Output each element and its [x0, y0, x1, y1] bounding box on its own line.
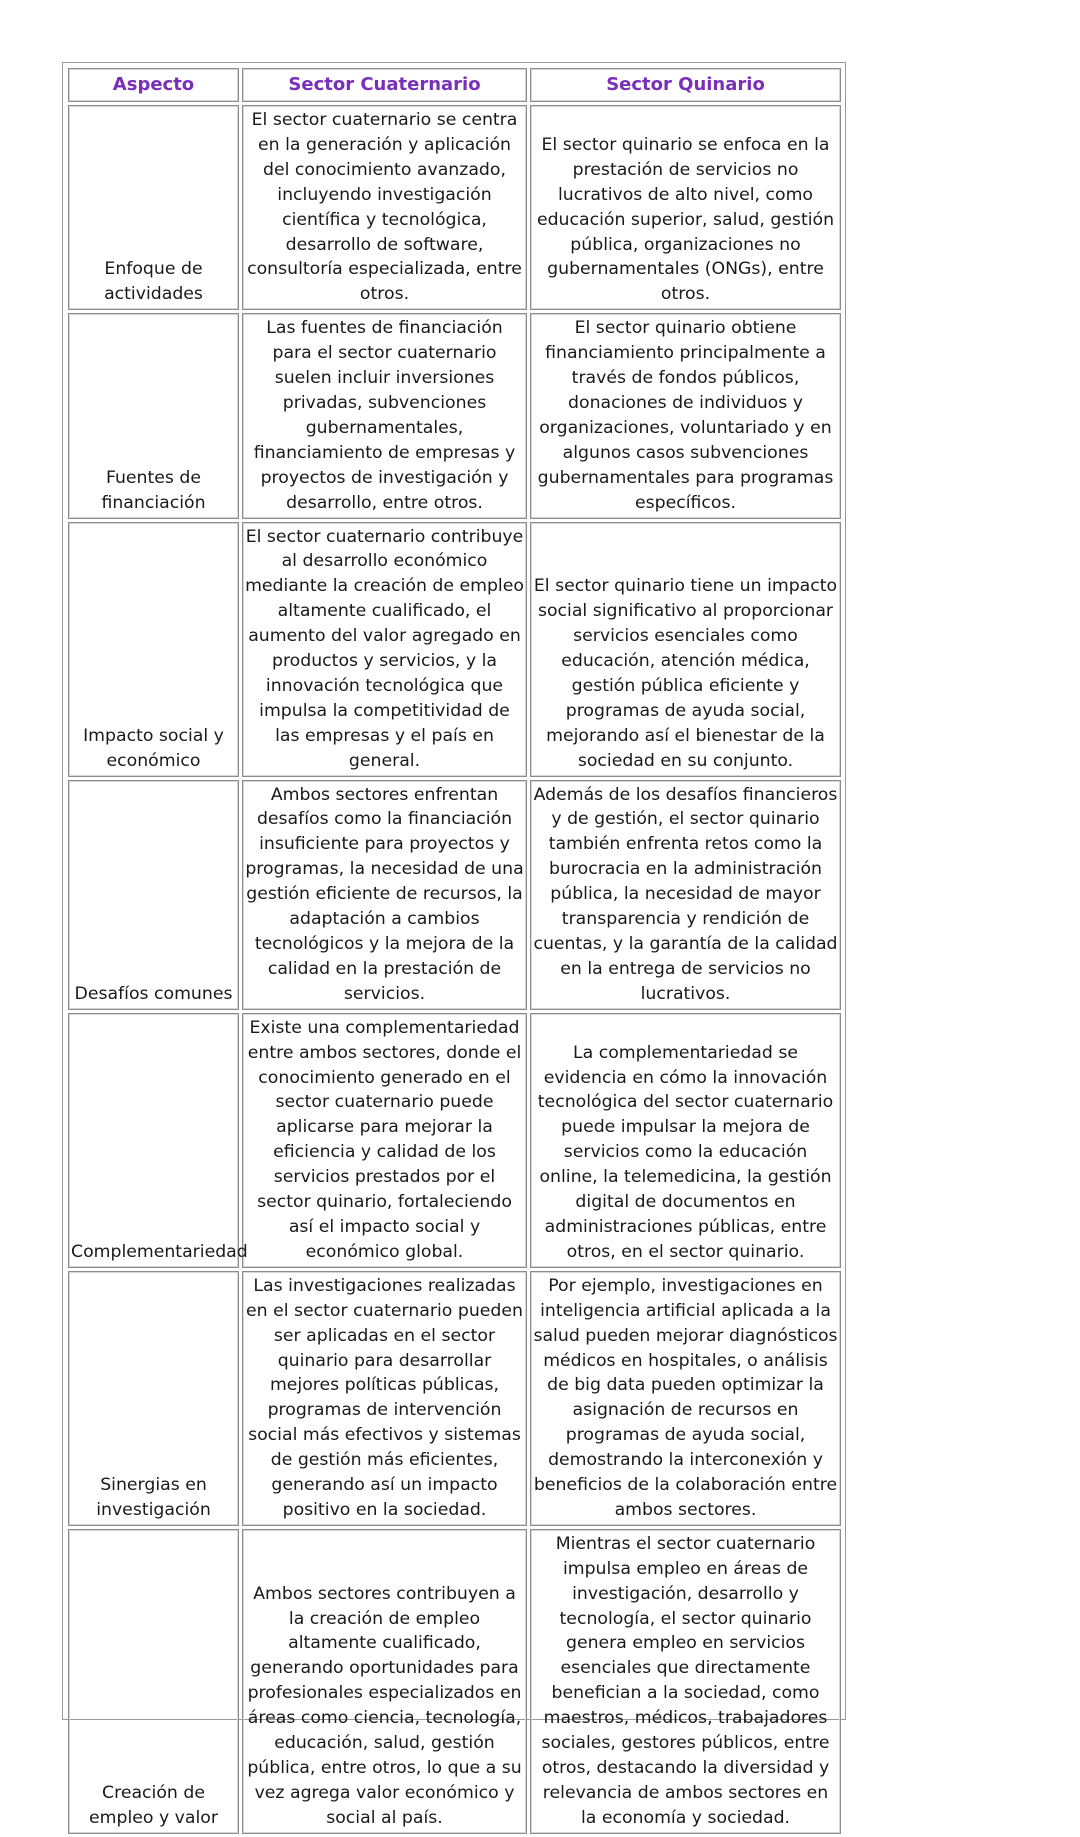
quinario-cell: El sector quinario obtiene financiamiento principalmente a través de fondos públicos, donaciones de individuos y organizaciones, voluntariado y en algunos casos subvenciones gubernamentales para programas específicos.	[530, 313, 841, 518]
quinario-cell: Además de los desafíos financieros y de gestión, el sector quinario también enfrenta retos como la burocracia en la administración pública, la necesidad de mayor transparencia y rendición de cuentas, y la garantía de la calidad en la entrega de servicios no lucrativos.	[530, 780, 841, 1010]
cuaternario-cell: Ambos sectores enfrentan desafíos como la financiación insuficiente para proyectos y programas, la necesidad de una gestión eficiente de recursos, la adaptación a cambios tecnológicos y la mejora de la calidad en la prestación de servicios.	[242, 780, 527, 1010]
table-row	[68, 313, 841, 518]
quinario-cell: Por ejemplo, investigaciones en inteligencia artificial aplicada a la salud pueden mejorar diagnósticos médicos en hospitales, o análisis de big data pueden optimizar la asignación de recursos en programas de ayuda social, demostrando la interconexión y beneficios de la colaboración entre ambos sectores.	[530, 1271, 841, 1526]
table-row	[68, 1013, 841, 1268]
aspect-cell: Fuentes de financiación	[68, 313, 239, 518]
cuaternario-cell: El sector cuaternario se centra en la generación y aplicación del conocimiento avanzado, incluyendo investigación científica y tecnológica, desarrollo de software, consultoría especializada, entre otros.	[242, 105, 527, 310]
comparison-table-frame	[62, 62, 846, 1828]
header-sector-cuaternario: Sector Cuaternario	[242, 68, 527, 102]
cuaternario-cell: Las fuentes de financiación para el sector cuaternario suelen incluir inversiones privadas, subvenciones gubernamentales, financiamiento de empresas y proyectos de investigación y desarrollo, entre otros.	[242, 313, 527, 518]
table-row	[68, 1529, 841, 1834]
cuaternario-cell: El sector cuaternario contribuye al desarrollo económico mediante la creación de empleo altamente cualificado, el aumento del valor agregado en productos y servicios, y la innovación tecnológica que impulsa la competitividad de las empresas y el país en general.	[242, 522, 527, 777]
cuaternario-cell: Ambos sectores contribuyen a la creación de empleo altamente cualificado, generando oportunidades para profesionales especializados en áreas como ciencia, tecnología, educación, salud, gestión pública, entre otros, lo que a su vez agrega valor económico y social al país.	[242, 1529, 527, 1834]
table-row	[68, 105, 841, 310]
quinario-cell: Mientras el sector cuaternario impulsa empleo en áreas de investigación, desarrollo y tecnología, el sector quinario genera empleo en servicios esenciales que directamente benefician a la sociedad, como maestros, médicos, trabajadores sociales, gestores públicos, entre otros, destacando la diversidad y relevancia de ambos sectores en la economía y sociedad.	[530, 1529, 841, 1834]
table-row	[68, 780, 841, 1010]
aspect-cell: Impacto social y económico	[68, 522, 239, 777]
comparison-table	[65, 65, 844, 1837]
quinario-cell: El sector quinario se enfoca en la prestación de servicios no lucrativos de alto nivel, como educación superior, salud, gestión pública, organizaciones no gubernamentales (ONGs), entre otros.	[530, 105, 841, 310]
cuaternario-cell: Las investigaciones realizadas en el sector cuaternario pueden ser aplicadas en el sector quinario para desarrollar mejores políticas públicas, programas de intervención social más efectivos y sistemas de gestión más eficientes, generando así un impacto positivo en la sociedad.	[242, 1271, 527, 1526]
aspect-cell: Sinergias en investigación	[68, 1271, 239, 1526]
table-header-row	[68, 68, 841, 102]
quinario-cell: La complementariedad se evidencia en cómo la innovación tecnológica del sector cuaternario puede impulsar la mejora de servicios como la educación online, la telemedicina, la gestión digital de documentos en administraciones públicas, entre otros, en el sector quinario.	[530, 1013, 841, 1268]
cuaternario-cell: Existe una complementariedad entre ambos sectores, donde el conocimiento generado en el sector cuaternario puede aplicarse para mejorar la eficiencia y calidad de los servicios prestados por el sector quinario, fortaleciendo así el impacto social y económico global.	[242, 1013, 527, 1268]
aspect-cell: Desafíos comunes	[68, 780, 239, 1010]
header-aspecto: Aspecto	[68, 68, 239, 102]
aspect-cell: Enfoque de actividades	[68, 105, 239, 310]
aspect-cell: Creación de empleo y valor	[68, 1529, 239, 1834]
aspect-cell: Complementariedad	[68, 1013, 239, 1268]
quinario-cell: El sector quinario tiene un impacto social significativo al proporcionar servicios esenciales como educación, atención médica, gestión pública eficiente y programas de ayuda social, mejorando así el bienestar de la sociedad en su conjunto.	[530, 522, 841, 777]
header-sector-quinario: Sector Quinario	[530, 68, 841, 102]
table-row	[68, 1271, 841, 1526]
table-row	[68, 522, 841, 777]
